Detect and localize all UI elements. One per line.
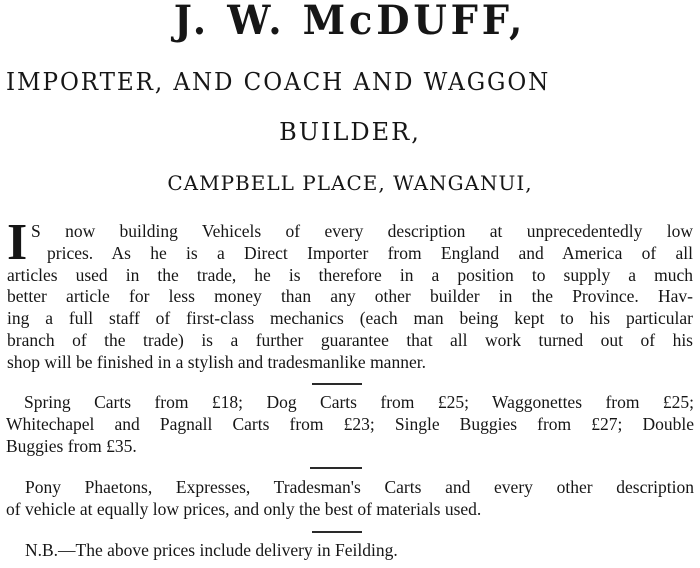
divider	[310, 467, 362, 469]
price-line: Buggies from £35.	[6, 435, 137, 456]
price-line: Whitechapel and Pagnall Carts from £23; Single Buggies from £27; Double	[6, 413, 694, 434]
intro-line: better article for less money than any other builder in the Province. Hav-	[7, 286, 693, 307]
intro-paragraph	[7, 214, 693, 374]
business-trade: IMPORTER, AND COACH AND WAGGON	[6, 68, 551, 96]
intro-line: articles used in the trade, he is therefore in a position to supply a much	[7, 264, 693, 285]
intro-line: ing a full staff of first-class mechanics (each man being kept to his particular	[7, 308, 693, 329]
intro-line: shop will be finished in a stylish and tradesmanlike manner.	[7, 351, 426, 372]
business-address: CAMPBELL PLACE, WANGANUI,	[167, 171, 533, 195]
other-vehicles	[6, 477, 694, 521]
business-name: J. W. McDUFF,	[173, 0, 527, 44]
divider	[312, 383, 362, 385]
drop-cap: I	[7, 214, 28, 271]
business-trade-continued: BUILDER,	[279, 118, 421, 146]
intro-line: prices. As he is a Direct Importer from England and America of all	[47, 242, 693, 263]
intro-line: S now building Vehicels of every description at unprecedentedly low	[31, 221, 693, 241]
price-list	[6, 392, 694, 457]
intro-line: branch of the trade) is a further guarantee that all work turned out of his	[7, 329, 693, 350]
other-line: of vehicle at equally low prices, and only the best of materials used.	[6, 498, 482, 519]
delivery-note: N.B.—The above prices include delivery in Feilding.	[25, 540, 398, 560]
price-line: Spring Carts from £18; Dog Carts from £25; Waggonettes from £25;	[24, 392, 694, 412]
divider	[312, 531, 362, 533]
other-line: Pony Phaetons, Expresses, Tradesman's Carts and every other description	[25, 477, 694, 497]
